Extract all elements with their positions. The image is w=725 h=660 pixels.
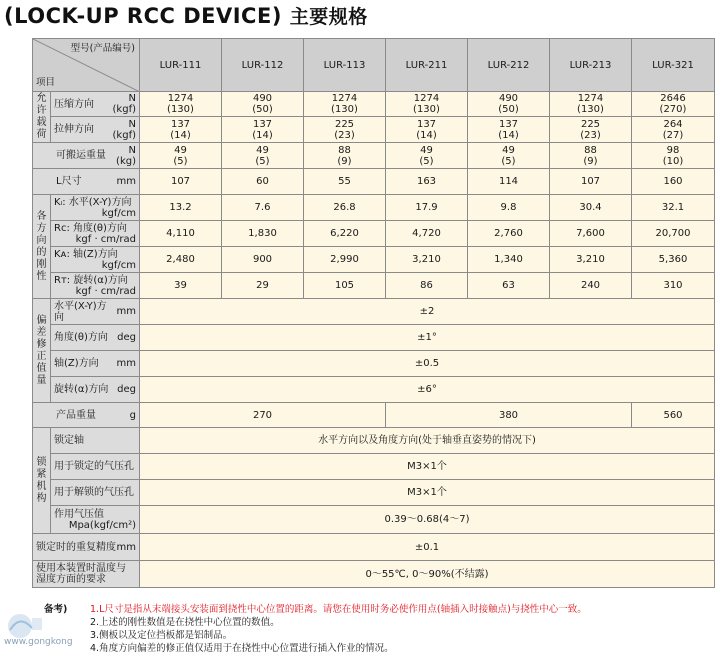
value-cell: 137 (14): [386, 117, 468, 143]
compress-row: [33, 92, 715, 117]
model-header: LUR-113: [304, 39, 386, 92]
model-header: LUR-213: [550, 39, 632, 92]
value-cell: 380: [386, 403, 632, 428]
note-item: 2.上述的刚性数值是在挠性中心位置的数值。: [90, 617, 280, 628]
env-label: 使用本装置时温度与 湿度方面的要求: [33, 561, 140, 588]
value-cell: 3,210: [550, 247, 632, 273]
value-cell: 13.2: [140, 195, 222, 221]
model-header: LUR-212: [468, 39, 550, 92]
value-cell: 49 (5): [140, 143, 222, 169]
value-cell: 30.4: [550, 195, 632, 221]
allow-load-category: 允 许 载 荷: [33, 92, 51, 143]
value-cell: 490 (50): [468, 92, 550, 117]
value-cell: ±2: [140, 299, 715, 325]
value-cell: 60: [222, 169, 304, 195]
deviation-label: 水平(X-Y)方向 mm: [51, 299, 140, 325]
value-cell: 560: [632, 403, 715, 428]
page-title: (LOCK-UP RCC DEVICE) 主要规格: [4, 4, 368, 28]
value-cell: 39: [140, 273, 222, 299]
tension-row: [33, 117, 715, 143]
value-cell: ±1°: [140, 325, 715, 351]
model-header: LUR-111: [140, 39, 222, 92]
value-cell: 137 (14): [140, 117, 222, 143]
value-cell: 63: [468, 273, 550, 299]
note-item: 1.L尺寸是指从末端接头安装面到挠性中心位置的距离。请您在使用时务必使作用点(轴插入时接触点)与挠性中心一致。: [90, 604, 587, 615]
stiffness-category: 各 方 向 的 刚 性: [33, 195, 51, 299]
l-size-label: L尺寸 mm: [33, 169, 140, 195]
item-label: 项目: [36, 77, 56, 88]
value-cell: 7.6: [222, 195, 304, 221]
value-cell: 107: [550, 169, 632, 195]
watermark-text: www.gongkong: [4, 637, 73, 647]
compress-label: 压缩方向 N (kgf): [51, 92, 140, 117]
value-cell: 137 (14): [222, 117, 304, 143]
value-cell: 5,360: [632, 247, 715, 273]
value-cell: 163: [386, 169, 468, 195]
value-cell: ±6°: [140, 377, 715, 403]
lock-label: 锁定轴: [51, 428, 140, 454]
value-cell: ±0.1: [140, 534, 715, 561]
stiffness-row: [33, 247, 715, 273]
deviation-category: 偏 差 修 正 值 量: [33, 299, 51, 403]
header-row: [33, 39, 715, 92]
value-cell: 105: [304, 273, 386, 299]
deviation-row: [33, 351, 715, 377]
value-cell: 114: [468, 169, 550, 195]
value-cell: 26.8: [304, 195, 386, 221]
note-item: 3.侧板以及定位挡板都是铝制品。: [90, 630, 233, 641]
value-cell: 17.9: [386, 195, 468, 221]
notes-lead: 备考): [44, 604, 68, 615]
value-cell: 225 (23): [550, 117, 632, 143]
note-item: 4.角度方向偏差的修正值仅适用于在挠性中心位置进行插入作业的情况。: [90, 643, 394, 654]
value-cell: 49 (5): [222, 143, 304, 169]
value-cell: 160: [632, 169, 715, 195]
value-cell: 1274 (130): [550, 92, 632, 117]
deviation-label: 角度(θ)方向 deg: [51, 325, 140, 351]
value-cell: 264 (27): [632, 117, 715, 143]
value-cell: 225 (23): [304, 117, 386, 143]
model-header: LUR-321: [632, 39, 715, 92]
lock-row: [33, 480, 715, 506]
value-cell: 2,480: [140, 247, 222, 273]
stiffness-label: Kₗ: 水平(X-Y)方向 kgf/cm: [51, 195, 140, 221]
lock-label: 用于锁定的气压孔: [51, 454, 140, 480]
stiffness-row: [33, 221, 715, 247]
value-cell: 107: [140, 169, 222, 195]
deviation-label: 轴(Z)方向 mm: [51, 351, 140, 377]
l-size-row: [33, 169, 715, 195]
deviation-row: [33, 325, 715, 351]
deviation-row: [33, 299, 715, 325]
deviation-row: [33, 377, 715, 403]
lock-label: 用于解锁的气压孔: [51, 480, 140, 506]
value-cell: 2646 (270): [632, 92, 715, 117]
value-cell: ±0.5: [140, 351, 715, 377]
value-cell: 32.1: [632, 195, 715, 221]
lock-row: [33, 428, 715, 454]
value-cell: 29: [222, 273, 304, 299]
stiffness-label: Kᴀ: 轴(Z)方向 kgf/cm: [51, 247, 140, 273]
deviation-label: 旋转(α)方向 deg: [51, 377, 140, 403]
value-cell: 49 (5): [386, 143, 468, 169]
value-cell: M3×1个: [140, 454, 715, 480]
value-cell: 900: [222, 247, 304, 273]
value-cell: 水平方向以及角度方向(处于轴垂直姿势的情况下): [140, 428, 715, 454]
value-cell: 88 (9): [550, 143, 632, 169]
repeat-row: [33, 534, 715, 561]
model-header: LUR-112: [222, 39, 304, 92]
value-cell: 6,220: [304, 221, 386, 247]
weight-label: 产品重量 g: [33, 403, 140, 428]
value-cell: 9.8: [468, 195, 550, 221]
value-cell: 240: [550, 273, 632, 299]
value-cell: 3,210: [386, 247, 468, 273]
pressure-label: 作用气压值 Mpa(kgf/cm²): [51, 506, 140, 534]
value-cell: 4,720: [386, 221, 468, 247]
payload-label: 可搬运重量 N (kg): [33, 143, 140, 169]
payload-row: [33, 143, 715, 169]
tension-label: 拉伸方向 N (kgf): [51, 117, 140, 143]
value-cell: 88 (9): [304, 143, 386, 169]
value-cell: 1274 (130): [386, 92, 468, 117]
value-cell: 2,760: [468, 221, 550, 247]
stiffness-row: [33, 195, 715, 221]
stiffness-label: Rᴄ: 角度(θ)方向 kgf · cm/rad: [51, 221, 140, 247]
env-row: [33, 561, 715, 588]
spec-table: [32, 38, 715, 588]
value-cell: 310: [632, 273, 715, 299]
lock-category: 锁 紧 机 构: [33, 428, 51, 534]
value-cell: 7,600: [550, 221, 632, 247]
repeat-label: 锁定时的重复精度 mm: [33, 534, 140, 561]
value-cell: 1274 (130): [140, 92, 222, 117]
model-header: LUR-211: [386, 39, 468, 92]
value-cell: 270: [140, 403, 386, 428]
value-cell: 86: [386, 273, 468, 299]
lock-row: [33, 454, 715, 480]
value-cell: 2,990: [304, 247, 386, 273]
value-cell: 55: [304, 169, 386, 195]
value-cell: 1274 (130): [304, 92, 386, 117]
value-cell: 0.39～0.68(4～7): [140, 506, 715, 534]
value-cell: 1,340: [468, 247, 550, 273]
stiffness-label: Rᴛ: 旋转(α)方向 kgf · cm/rad: [51, 273, 140, 299]
value-cell: 490 (50): [222, 92, 304, 117]
value-cell: 20,700: [632, 221, 715, 247]
value-cell: 137 (14): [468, 117, 550, 143]
pressure-row: [33, 506, 715, 534]
value-cell: 0～55℃, 0～90%(不结露): [140, 561, 715, 588]
model-label: 型号(产品编号): [70, 43, 135, 54]
value-cell: 98 (10): [632, 143, 715, 169]
value-cell: M3×1个: [140, 480, 715, 506]
stiffness-row: [33, 273, 715, 299]
value-cell: 1,830: [222, 221, 304, 247]
value-cell: 49 (5): [468, 143, 550, 169]
header-corner-cell: [33, 39, 140, 92]
value-cell: 4,110: [140, 221, 222, 247]
weight-row: [33, 403, 715, 428]
